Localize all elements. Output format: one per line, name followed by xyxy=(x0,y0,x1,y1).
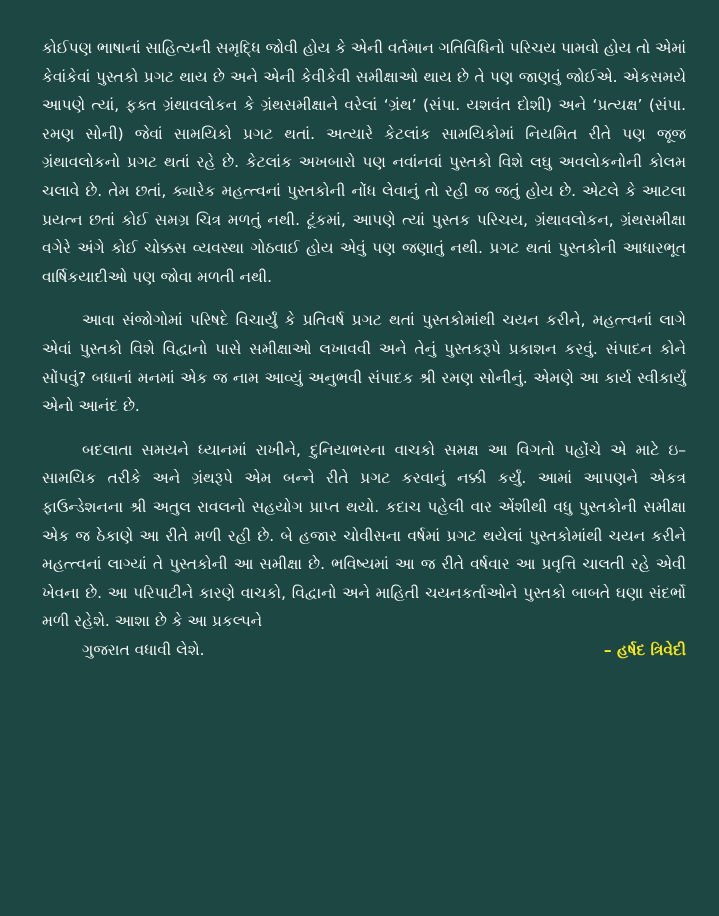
paragraph-3 xyxy=(42,436,686,665)
author-signature: – હર્ષદ ત્રિવેદી xyxy=(603,640,686,659)
closing-line: ગુજરાત વધાવી લેશે. xyxy=(82,640,205,659)
closing-line-row xyxy=(42,636,686,665)
paragraph-1: કોઈપણ ભાષાનાં સાહિત્યની સમૃદ્ધિ જોવી હોય કે એની વર્તમાન ગતિવિધિનો પરિચય પામવો હોય તો એમાં કેવાંકેવાં પુસ્તકો પ્રગટ થાય છે અને એની કેવીકેવી સમીક્ષાઓ થાય છે તે પણ જાણવું જોઈએ. એકસમયે આપણે ત્યાં, ફક્ત ગ્રંથાવલોકન કે ગ્રંથસમીક્ષાને વરેલાં ‘ગ્રંથ’ (સંપા. યશવંત દોશી) અને ‘પ્રત્યક્ષ’ (સંપા. રમણ સોની) જેવાં સામયિકો પ્રગટ થતાં. અત્યારે કેટલાંક સામયિકોમાં નિયમિત રીતે પણ જૂજ ગ્રંથાવલોકનો પ્રગટ થતાં રહે છે. કેટલાંક અખબારો પણ નવાંનવાં પુસ્તકો વિશે લઘુ અવલોકનોની કોલમ ચલાવે છે. તેમ છતાં, ક્યારેક મહત્ત્વનાં પુસ્તકોની નોંધ લેવાનું તો રહી જ જતું હોય છે. એટલે કે આટલા પ્રયત્ન છતાં કોઈ સમગ્ર ચિત્ર મળતું નથી. ટૂંકમાં, આપણે ત્યાં પુસ્તક પરિચય, ગ્રંથાવલોકન, ગ્રંથસમીક્ષા વગેરે અંગે કોઈ ચોક્કસ વ્યવસ્થા ગોઠવાઈ હોય એવું પણ જણાતું નથી. પ્રગટ થતાં પુસ્તકોની આધારભૂત વાર્ષિકયાદીઓ પણ જોવા મળતી નથી. xyxy=(42,39,686,286)
paragraph-2: આવા સંજોગોમાં પરિષદે વિચાર્યું કે પ્રતિવર્ષ પ્રગટ થતાં પુસ્તકોમાંથી ચયન કરીને, મહત્ત્વનાં લાગે એવાં પુસ્તકો વિશે વિદ્વાનો પાસે સમીક્ષાઓ લખાવવી અને તેનું પુસ્તકરૂપે પ્રકાશન કરવું. સંપાદન કોને સોંપવું? બધાનાં મનમાં એક જ નામ આવ્યું અનુભવી સંપાદક શ્રી રમણ સોનીનું. એમણે આ કાર્ય સ્વીકાર્યું એનો આનંદ છે. xyxy=(42,311,686,416)
document-body xyxy=(42,34,686,664)
paragraph-3-text: બદલાતા સમયને ધ્યાનમાં રાખીને, દુનિયાભરના વાચકો સમક્ષ આ વિગતો પહોંચે એ માટે ઇ–સામયિક તરીકે અને ગ્રંથરૂપે એમ બન્ને રીતે પ્રગટ કરવાનું નક્કી કર્યું. આમાં આપણને એકત્ર ફાઉન્ડેશનના શ્રી અતુલ રાવલનો સહયોગ પ્રાપ્ત થયો. કદાચ પહેલી વાર એંશીથી વધુ પુસ્તકોની સમીક્ષા એક જ ઠેકાણે આ રીતે મળી રહી છે. બે હજાર ચોવીસના વર્ષમાં પ્રગટ થયેલાં પુસ્તકોમાંથી ચયન કરીને મહત્ત્વનાં લાગ્યાં તે પુસ્તકોની આ સમીક્ષા છે. ભવિષ્યમાં આ જ રીતે વર્ષવાર આ પ્રવૃત્તિ ચાલતી રહે એવી ખેવના છે. આ પરિપાટીને કારણે વાચકો, વિદ્વાનો અને માહિતી ચયનકર્તાઓને પુસ્તકો બાબતે ઘણા સંદર્ભો મળી રહેશે. આશા છે કે આ પ્રકલ્પને xyxy=(42,440,686,631)
